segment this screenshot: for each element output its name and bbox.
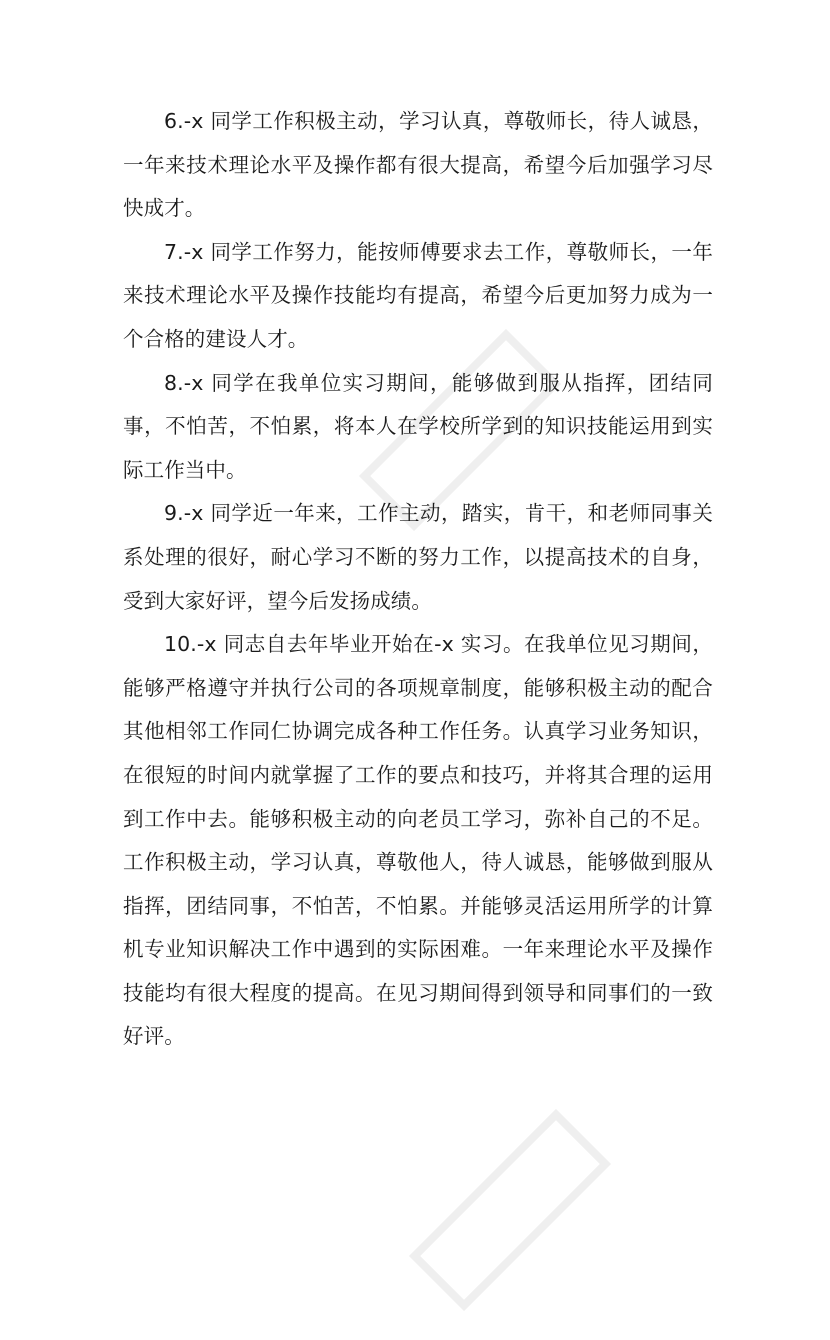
paragraph-10: 10.-x 同志自去年毕业开始在-x 实习。在我单位见习期间，能够严格遵守并执行公司的各项规章制度，能够积极主动的配合其他相邻工作同仁协调完成各种工作任务。认真学习业务知识，在很短的时间内就掌握了工作的要点和技巧，并将其合理的运用到工作中去。能够积极主动的向老员工学习，弥补自己的不足。工作积极主动，学习认真，尊敬他人，待人诚恳，能够做到服从指挥，团结同事，不怕苦，不怕累。并能够灵活运用所学的计算机专业知识解决工作中遇到的实际困难。一年来理论水平及操作技能均有很大程度的提高。在见习期间得到领导和同事们的一致好评。: [123, 632, 713, 1049]
paragraph-9: 9.-x 同学近一年来，工作主动，踏实，肯干，和老师同事关系处理的很好，耐心学习不断的努力工作，以提高技术的自身，受到大家好评，望今后发扬成绩。: [123, 501, 713, 613]
paragraph-7: 7.-x 同学工作努力，能按师傅要求去工作，尊敬师长，一年来技术理论水平及操作技能均有提高，希望今后更加努力成为一个合格的建设人才。: [123, 239, 713, 351]
watermark-stamp-bottom: [380, 1080, 640, 1340]
document-body: [123, 100, 713, 1059]
paragraph-6: 6.-x 同学工作积极主动，学习认真，尊敬师长，待人诚恳，一年来技术理论水平及操作都有很大提高，希望今后加强学习尽快成才。: [123, 109, 713, 221]
paragraph-8: 8.-x 同学在我单位实习期间，能够做到服从指挥，团结同事，不怕苦，不怕累，将本人在学校所学到的知识技能运用到实际工作当中。: [123, 370, 713, 482]
